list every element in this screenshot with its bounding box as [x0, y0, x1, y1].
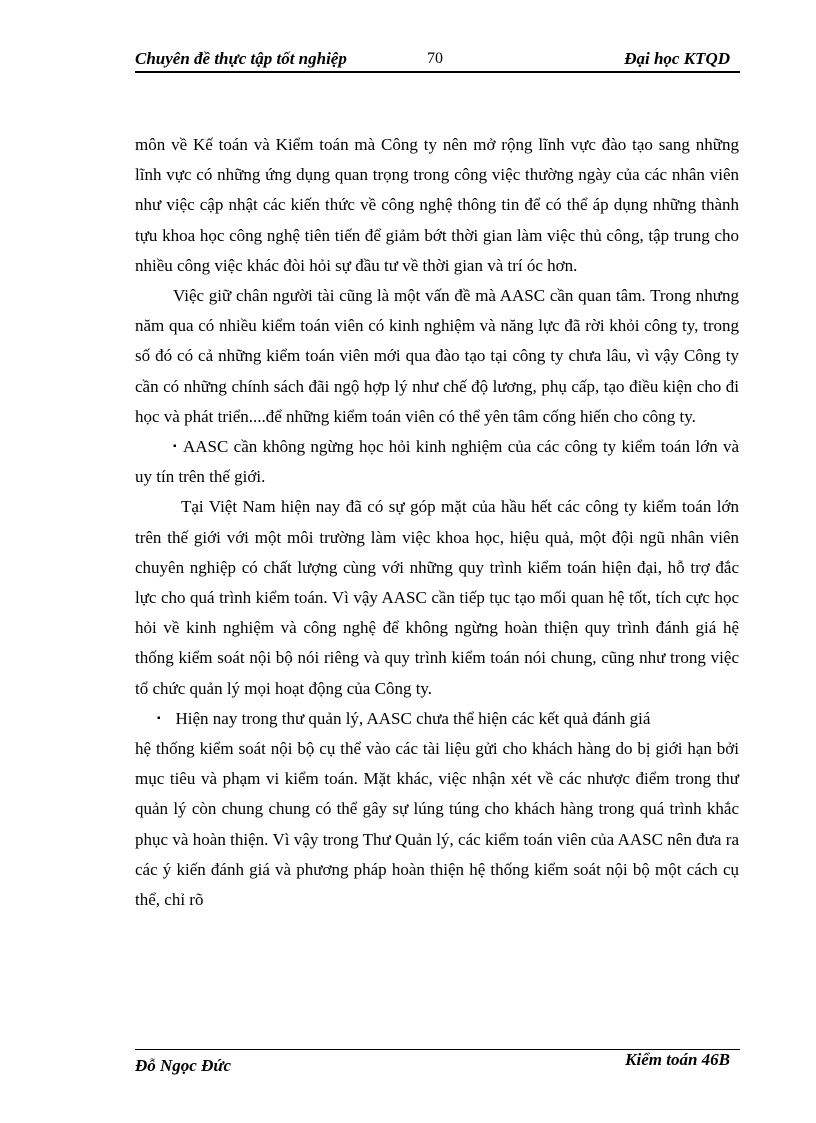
- paragraph-2: Việc giữ chân người tài cũng là một vấn đề mà AASC cần quan tâm. Trong nhưng năm qua có nhiều kiểm toán viên có kinh nghiệm và năng lực đã rời khỏi công ty, trong số đó có cả những kiểm toán viên mới qua đào tạo tại công ty chưa lâu, vì vậy Công ty cần có những chính sách đãi ngộ hợp lý như chế độ lương, phụ cấp, tạo điều kiện cho đi học và phát triển....để những kiểm toán viên có thể yên tâm cống hiến cho công ty.: [135, 286, 739, 426]
- header-university: Đại học KTQD: [624, 49, 730, 68]
- footer-class: Kiểm toán 46B: [625, 1050, 730, 1069]
- header-title: Chuyên đề thực tập tốt nghiệp: [135, 49, 347, 68]
- paragraph-1: môn về Kế toán và Kiểm toán mà Công ty nên mở rộng lĩnh vực đào tạo sang những lĩnh vực có những ứng dụng quan trọng trong công việc thường ngày của các nhân viên như việc cập nhật các kiến thức về công nghệ thông tin để có thể áp dụng những thành tựu khoa học công nghệ tiên tiến để giảm bớt thời gian làm việc thủ công, tập trung cho nhiều công việc khác đòi hỏi sự đầu tư về thời gian và trí óc hơn.: [135, 135, 739, 275]
- paragraph-5-continued: hệ thống kiểm soát nội bộ cụ thể vào các tài liệu gửi cho khách hàng do bị giới hạn bởi mục tiêu và phạm vi kiểm toán. Mặt khác, việc nhận xét về các nhược điểm trong thư quản lý còn chung chung có thể gây sự lúng túng cho khách hàng trong quá trình khắc phục và hoàn thiện. Vì vậy trong Thư Quản lý, các kiểm toán viên của AASC nên đưa ra các ý kiến đánh giá và phương pháp hoàn thiện hệ thống kiểm soát nội bộ một cách cụ thể, chỉ rõ: [135, 739, 739, 910]
- paragraph-5: [135, 704, 739, 734]
- paragraph-5-line-1: Hiện nay trong thư quản lý, AASC chưa thể hiện các kết quả đánh giá: [175, 708, 651, 728]
- bullet-icon: ▪: [173, 441, 177, 453]
- paragraph-3: [135, 432, 739, 492]
- footer-author: Đỗ Ngọc Đức: [135, 1056, 232, 1075]
- paragraph-4: Tại Việt Nam hiện nay đã có sự góp mặt của hầu hết các công ty kiểm toán lớn trên thế giới với một môi trường làm việc khoa học, hiệu quả, một đội ngũ nhân viên chuyên nghiệp có chất lượng cùng với những quy trình kiểm toán hiện đại, hỗ trợ đắc lực cho quá trình kiểm toán. Vì vậy AASC cần tiếp tục tạo mối quan hệ tốt, tích cực học hỏi về kinh nghiệm và công nghệ để không ngừng hoàn thiện quy trình đánh giá hệ thống kiểm soát nội bộ nói riêng và quy trình kiểm toán nói chung, cũng như trong việc tổ chức quản lý mọi hoạt động của Công ty.: [135, 497, 739, 698]
- paragraph-3-text: AASC cần không ngừng học hỏi kinh nghiệm của các công ty kiểm toán lớn và uy tín trên thế giới.: [135, 437, 739, 487]
- bullet-icon: ▪: [157, 712, 161, 724]
- page-header: [135, 49, 740, 73]
- page-footer: [135, 1049, 740, 1076]
- document-body: [135, 130, 739, 915]
- page-number: 70: [427, 50, 443, 67]
